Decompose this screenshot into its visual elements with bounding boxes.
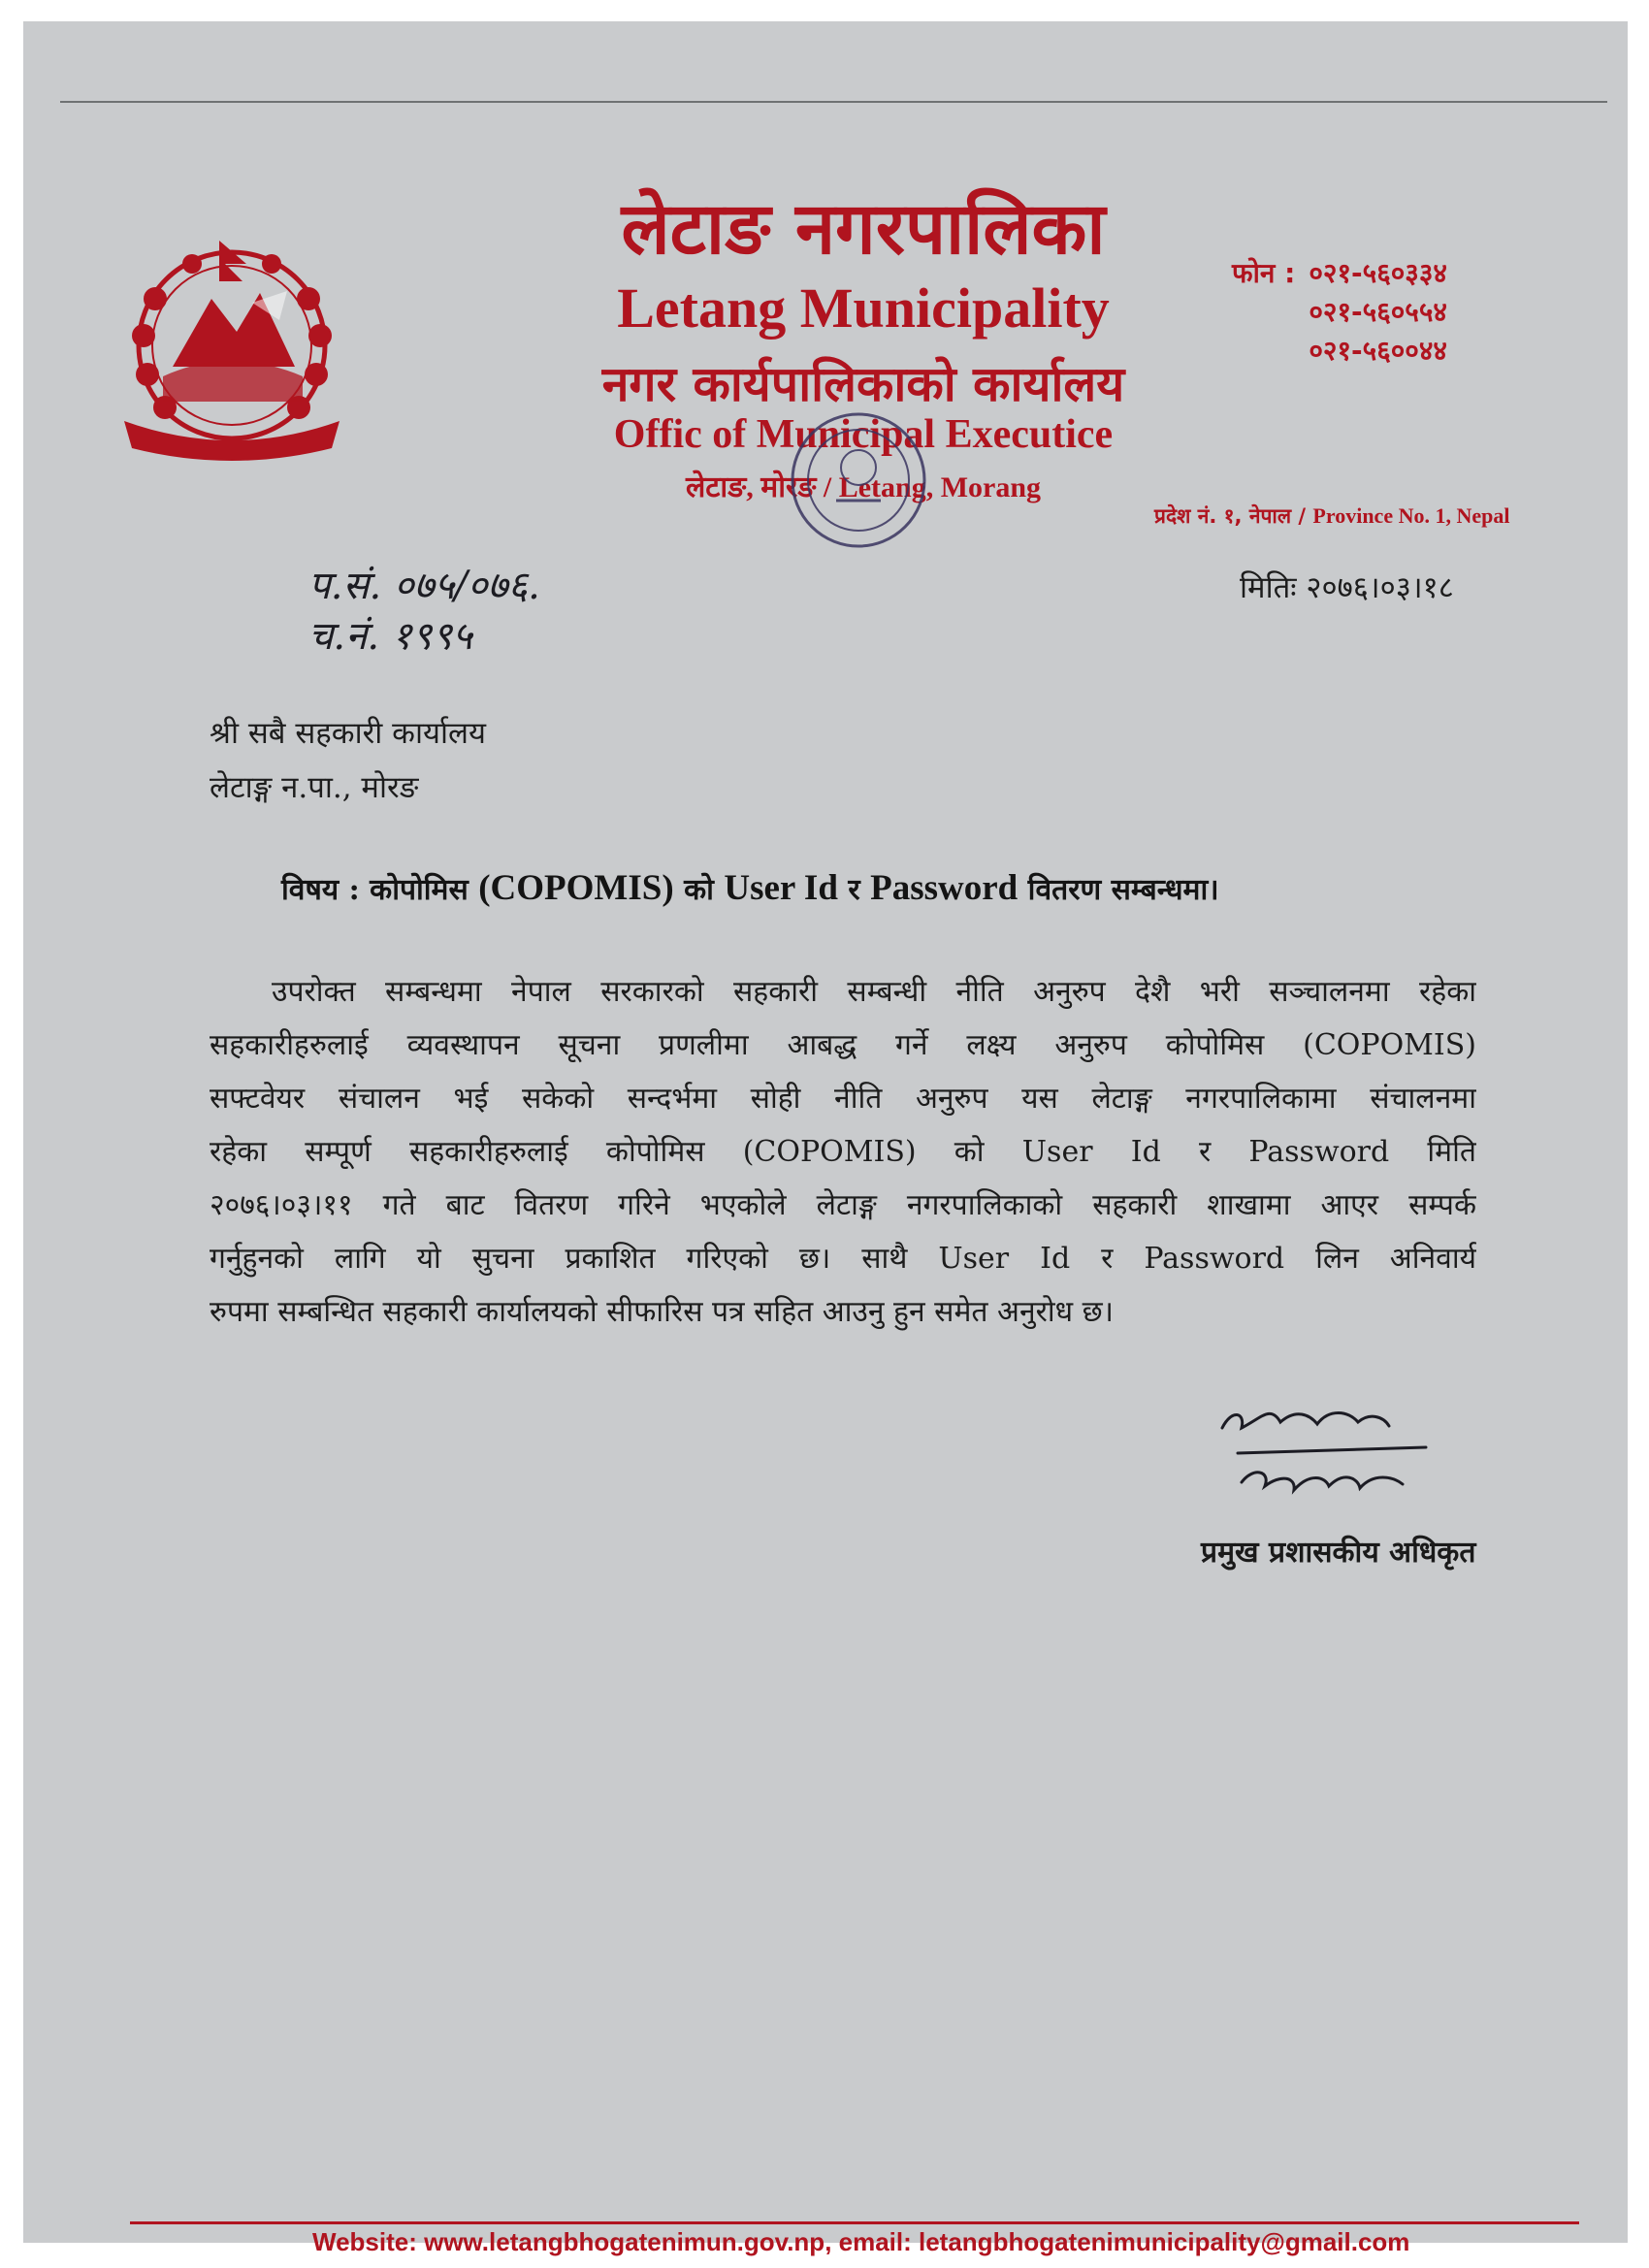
fiscal-year-number: प.सं. ०७५/०७६. <box>308 564 540 608</box>
phone-number: ०२१-५६००४४ <box>1309 335 1447 367</box>
nepal-emblem-icon <box>105 231 359 470</box>
phone-label: फोन : <box>1232 257 1296 289</box>
signatory-title: प्रमुख प्रशासकीय अधिकृत <box>1201 1536 1476 1570</box>
phone-block <box>1232 254 1447 371</box>
subject-text: वितरण सम्बन्धमा। <box>1027 873 1219 907</box>
recipient-line-2: लेटाङ्ग न.पा., मोरङ <box>210 770 419 805</box>
province-line: प्रदेश नं. १, नेपाल / Province No. 1, Nepal <box>1154 503 1510 528</box>
top-rule <box>60 101 1607 103</box>
phone-number: ०२१-५६०३३४ <box>1309 257 1447 289</box>
subject-copomis: (COPOMIS) <box>478 868 674 908</box>
subject-user-id: User Id <box>724 868 838 908</box>
letter-date: मितिः २०७६।०३।१८ <box>1240 570 1454 605</box>
province-english: Province No. 1, Nepal <box>1312 503 1510 528</box>
dispatch-number: च.नं. १९९५ <box>308 614 472 659</box>
footer-contact: Website: www.letangbhogatenimun.gov.np, email: letangbhogatenimunicipality@gmail.com <box>312 2227 1410 2256</box>
footer-rule <box>130 2221 1579 2224</box>
phone-number: ०२१-५६०५५४ <box>1309 296 1447 328</box>
subject-text: र <box>848 873 860 907</box>
province-nepali: प्रदेश नं. १, नेपाल <box>1154 504 1292 528</box>
subject-line <box>281 867 1219 909</box>
handwritten-signature-icon <box>1203 1389 1494 1525</box>
body-line: २०७६।०३।११ गते बाट वितरण गरिने भएकोले लेटाङ्ग नगरपालिकाको सहकारी शाखामा आएर सम्पर्क <box>210 1188 1476 1222</box>
municipality-name-english: Letang Municipality <box>617 276 1110 340</box>
body-paragraph <box>210 970 1476 1344</box>
subject-password: Password <box>870 868 1018 908</box>
round-seal-stamp-icon <box>786 407 931 553</box>
recipient-line-1: श्री सबै सहकारी कार्यालय <box>210 716 487 751</box>
municipality-name-nepali: लेटाङ नगरपालिका <box>621 187 1106 271</box>
body-line: गर्नुहुनको लागि यो सुचना प्रकाशित गरिएको छ। साथै User Id र Password लिन अनिवार्य <box>210 1242 1476 1276</box>
subject-text: को <box>684 873 714 907</box>
subject-label: विषय : कोपोमिस <box>281 873 469 907</box>
office-name-nepali: नगर कार्यपालिकाको कार्यालय <box>601 356 1125 412</box>
body-line: रुपमा सम्बन्धित सहकारी कार्यालयको सीफारिस पत्र सहित आउनु हुन समेत अनुरोध छ। <box>210 1295 1115 1329</box>
letterhead-address: लेटाङ, मोरङ / Letang, Morang <box>685 471 1042 503</box>
body-line: सफ्टवेयर संचालन भई सकेको सन्दर्भमा सोही नीति अनुरुप यस लेटाङ्ग नगरपालिकामा संचालनमा <box>210 1082 1476 1116</box>
body-line: रहेका सम्पूर्ण सहकारीहरुलाई कोपोमिस (COPOMIS) को User Id र Password मिति <box>210 1135 1476 1169</box>
body-line: उपरोक्त सम्बन्धमा नेपाल सरकारको सहकारी सम्बन्धी नीति अनुरुप देशै भरी सञ्चालनमा रहेका <box>272 975 1476 1009</box>
office-name-english: Offic of Municipal Executice <box>613 412 1114 457</box>
body-line: सहकारीहरुलाई व्यवस्थापन सूचना प्रणलीमा आबद्ध गर्ने लक्ष्य अनुरुप कोपोमिस (COPOMIS) <box>210 1028 1476 1062</box>
